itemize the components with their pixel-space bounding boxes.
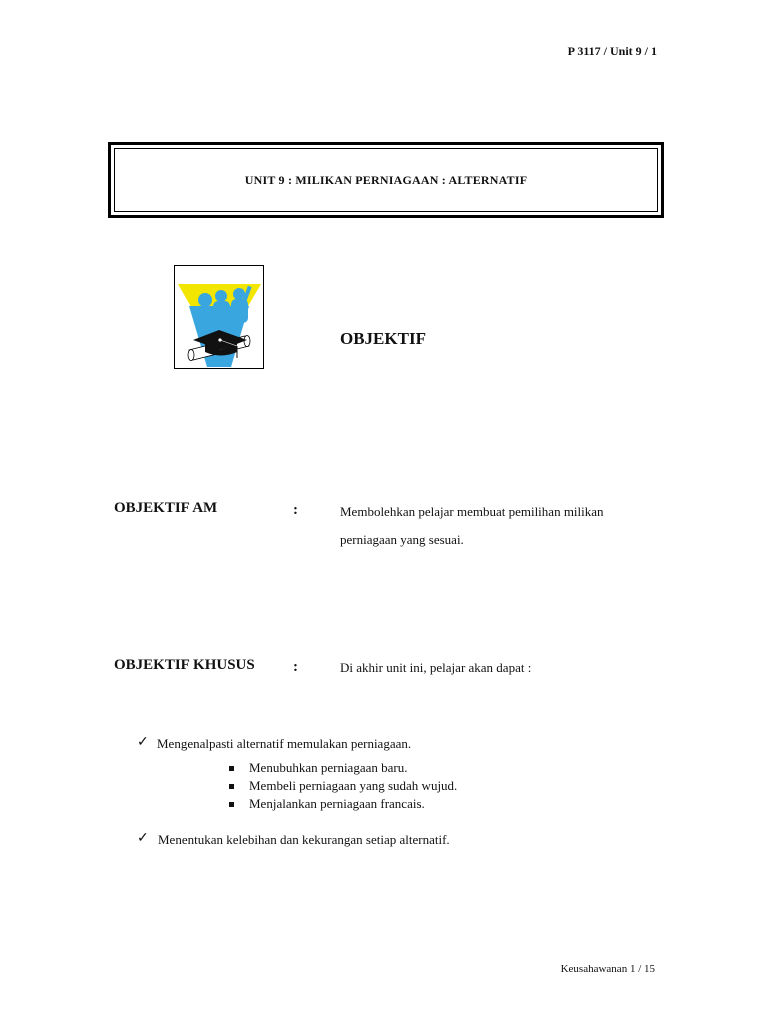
list-item: Mengenalpasti alternatif memulakan perniagaan.	[157, 736, 412, 751]
graduation-cap-icon	[175, 266, 263, 368]
objektif-am-colon: :	[293, 502, 298, 518]
check-icon: ✓	[137, 831, 149, 846]
sub-item-text: Menjalankan perniagaan francais.	[249, 796, 425, 811]
list-item: Menentukan kelebihan dan kekurangan setiap alternatif.	[158, 832, 450, 847]
sub-item-text: Menubuhkan perniagaan baru.	[249, 760, 408, 775]
page-footer: Keusahawanan 1 / 15	[560, 963, 655, 975]
sub-item-text: Membeli perniagaan yang sudah wujud.	[249, 778, 458, 793]
square-bullet-icon	[229, 802, 234, 807]
square-bullet-icon	[229, 784, 234, 789]
section-heading: OBJEKTIF	[340, 329, 426, 348]
objektif-khusus-text: Di akhir unit ini, pelajar akan dapat :	[340, 660, 532, 675]
objektif-am-text-line2: perniagaan yang sesuai.	[340, 532, 464, 547]
objektif-am-text-line1: Membolehkan pelajar membuat pemilihan milikan	[340, 504, 604, 519]
square-bullet-icon	[229, 766, 234, 771]
objektif-khusus-colon: :	[293, 659, 298, 675]
unit-title: UNIT 9 : MILIKAN PERNIAGAAN : ALTERNATIF	[114, 148, 658, 212]
graduation-logo	[174, 265, 264, 369]
page-code: P 3117 / Unit 9 / 1	[567, 44, 657, 58]
objektif-am-label: OBJEKTIF AM	[114, 500, 218, 516]
objektif-khusus-label: OBJEKTIF KHUSUS	[114, 657, 255, 673]
unit-title-box	[108, 142, 664, 218]
check-icon: ✓	[137, 735, 149, 750]
